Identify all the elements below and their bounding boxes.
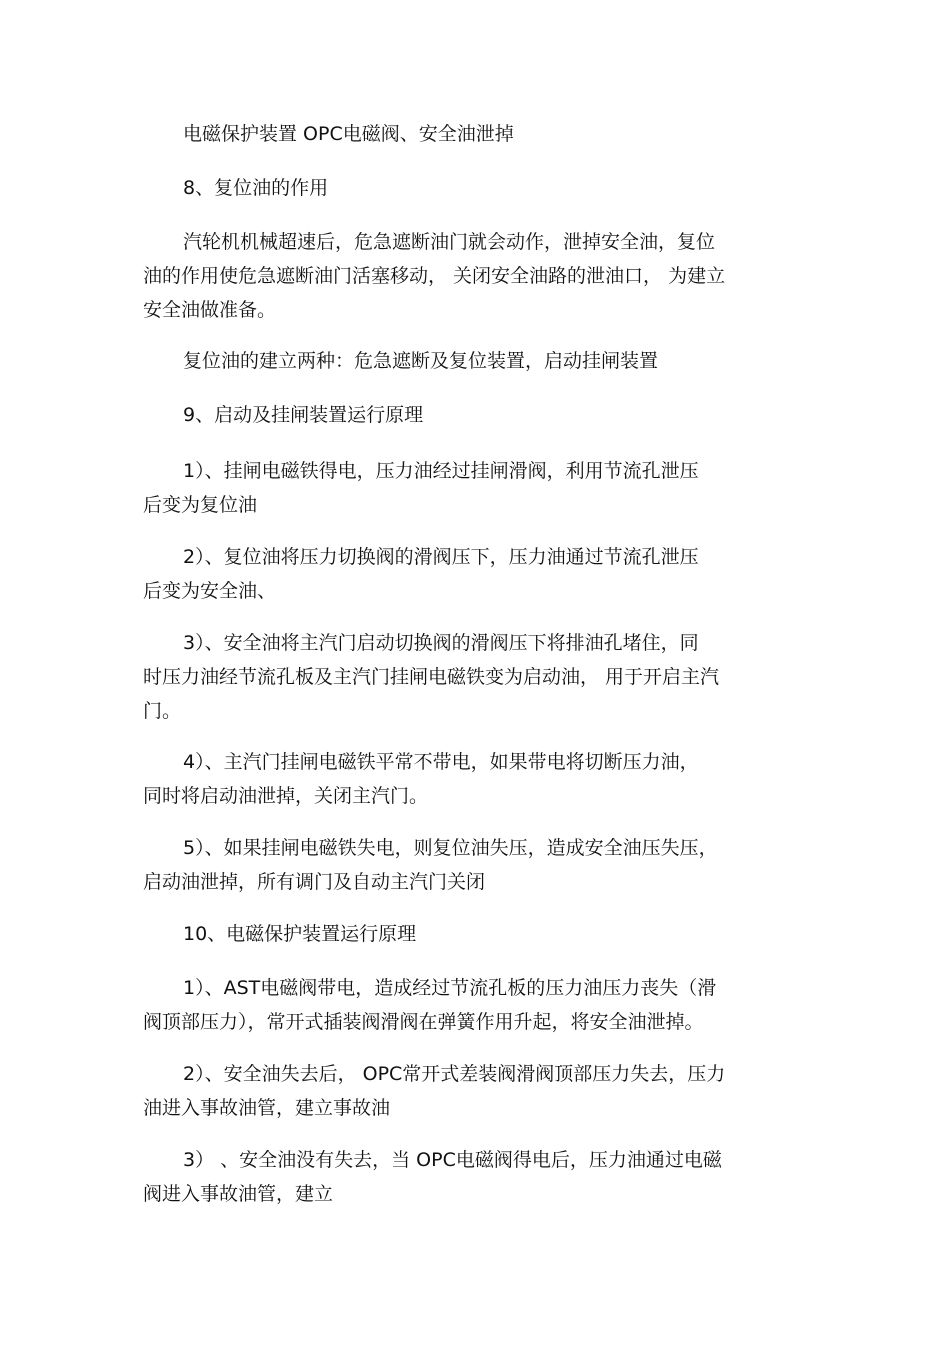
text-line: 1）、挂闸电磁铁得电，压力油经过挂闸滑阀，利用节流孔泄压 <box>183 460 699 482</box>
text-line: 时压力油经节流孔板及主汽门挂闸电磁铁变为启动油， 用于开启主汽 <box>143 666 720 688</box>
text-line: 汽轮机机械超速后，危急遮断油门就会动作，泄掉安全油，复位 <box>183 231 716 253</box>
text-line: 油进入事故油管，建立事故油 <box>143 1097 391 1119</box>
paragraph-reset-oil-sources <box>143 344 823 378</box>
text-line: 4）、主汽门挂闸电磁铁平常不带电，如果带电将切断压力油， <box>183 751 699 773</box>
text-line: 油的作用使危急遮断油门活塞移动， 关闭安全油路的泄油口， 为建立 <box>143 265 726 287</box>
paragraph-9-step-2 <box>143 540 823 608</box>
paragraph-9-step-5 <box>143 831 823 899</box>
text-line: 阀顶部压力），常开式插装阀滑阀在弹簧作用升起，将安全油泄掉。 <box>143 1011 704 1033</box>
paragraph-10-step-3 <box>143 1143 823 1211</box>
text-line: 9、启动及挂闸装置运行原理 <box>183 404 424 426</box>
paragraph-10-step-2 <box>143 1057 823 1125</box>
paragraph-9-step-3 <box>143 626 823 728</box>
heading-section-9 <box>143 398 823 432</box>
text-line: 电磁保护装置 OPC电磁阀、安全油泄掉 <box>183 123 514 145</box>
text-line: 启动油泄掉，所有调门及自动主汽门关闭 <box>143 871 486 893</box>
text-line: 安全油做准备。 <box>143 299 277 321</box>
text-line: 1）、AST电磁阀带电，造成经过节流孔板的压力油压力丧失（滑 <box>183 977 717 999</box>
paragraph-9-step-4 <box>143 745 823 813</box>
heading-section-10 <box>143 917 823 951</box>
text-line: 同时将启动油泄掉，关闭主汽门。 <box>143 785 429 807</box>
text-line: 后变为安全油、 <box>143 580 277 602</box>
paragraph-reset-oil-function <box>143 225 823 327</box>
paragraph-opc-summary <box>143 117 823 151</box>
text-line: 2）、复位油将压力切换阀的滑阀压下，压力油通过节流孔泄压 <box>183 546 699 568</box>
paragraph-10-step-1 <box>143 971 823 1039</box>
text-line: 3） 、安全油没有失去，当 OPC电磁阀得电后，压力油通过电磁 <box>183 1149 722 1171</box>
text-line: 5）、如果挂闸电磁铁失电，则复位油失压，造成安全油压失压， <box>183 837 718 859</box>
text-line: 复位油的建立两种：危急遮断及复位装置，启动挂闸装置 <box>183 350 659 372</box>
text-line: 10、电磁保护装置运行原理 <box>183 923 417 945</box>
text-line: 2）、安全油失去后， OPC常开式差装阀滑阀顶部压力失去，压力 <box>183 1063 726 1085</box>
text-line: 阀进入事故油管，建立 <box>143 1183 334 1205</box>
text-line: 3）、安全油将主汽门启动切换阀的滑阀压下将排油孔堵住，同 <box>183 632 699 654</box>
text-line: 门。 <box>143 700 182 722</box>
text-line: 后变为复位油 <box>143 494 258 516</box>
text-line: 8、复位油的作用 <box>183 177 329 199</box>
paragraph-9-step-1 <box>143 454 823 522</box>
heading-section-8 <box>143 171 823 205</box>
